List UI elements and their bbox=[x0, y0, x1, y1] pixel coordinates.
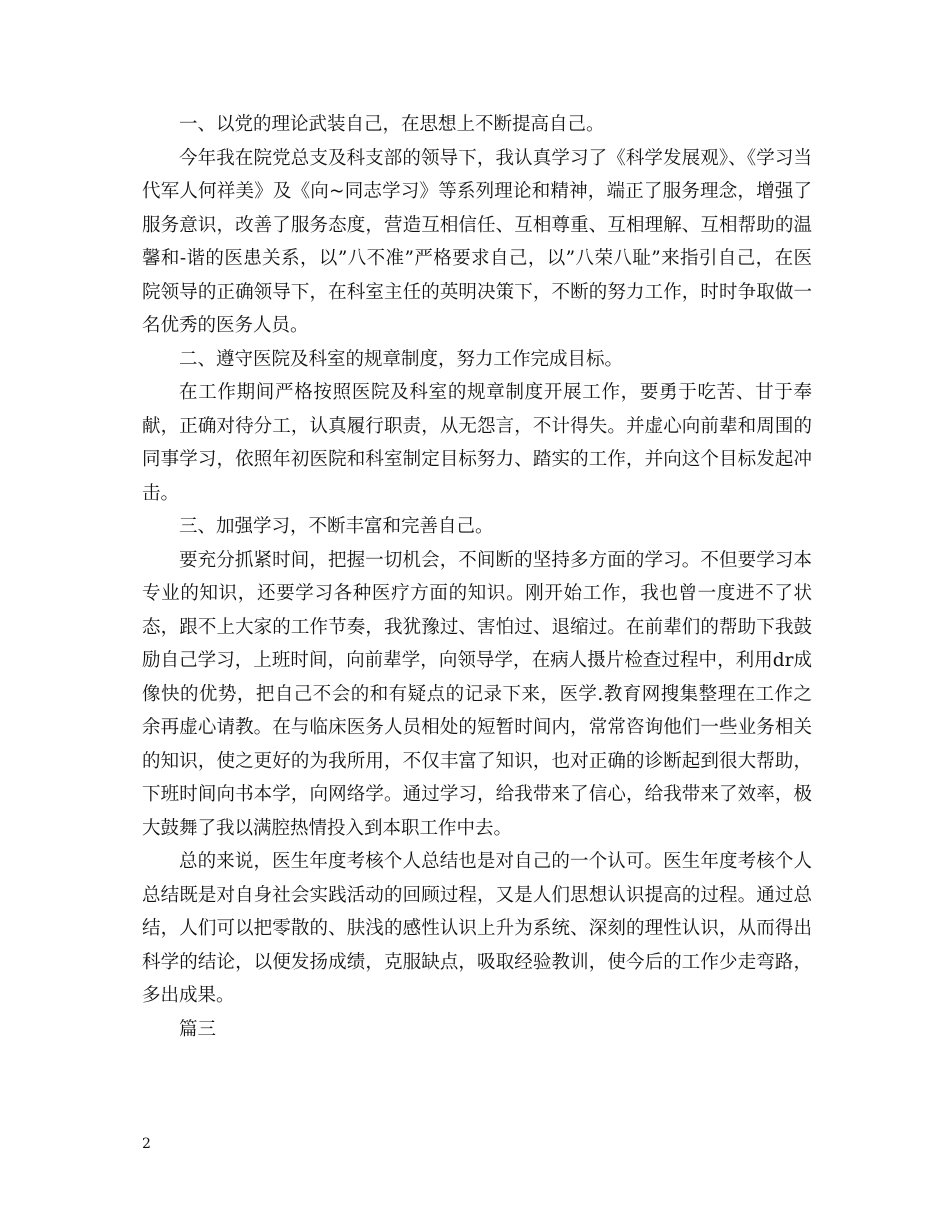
chapter-label: 篇三 bbox=[179, 1018, 217, 1040]
section-heading-1: 一、以党的理论武装自己，在思想上不断提高自己。 bbox=[179, 114, 605, 135]
paragraph-2: 在工作期间严格按照医院及科室的规章制度开展工作，要勇于吃苦、甘于奉献，正确对待分工，认真履行职责，从无怨言，不计得失。并虚心向前辈和周围的同事学习，依照年初医院和科室制定目标努力、踏实的工作，并向这个目标发起冲击。 bbox=[142, 382, 812, 504]
paragraph-3: 要充分抓紧时间，把握一切机会，不间断的坚持多方面的学习。不但要学习本专业的知识，还要学习各种医疗方面的知识。刚开始工作，我也曾一度进不了状态，跟不上大家的工作节奏，我犹豫过、害怕过、退缩过。在前辈们的帮助下我鼓励自己学习，上班时间，向前辈学，向领导学，在病人摄片检查过程中，利用dr成像快的优势，把自己不会的和有疑点的记录下来，医学.教育网搜集整理在工作之余再虚心请教。在与临床医务人员相处的短暂时间内，常常咨询他们一些业务相关的知识，使之更好的为我所用，不仅丰富了知识，也对正确的诊断起到很大帮助，下班时间向书本学，向网络学。通过学习，给我带来了信心，给我带来了效率，极大鼓舞了我以满腔热情投入到本职工作中去。 bbox=[142, 549, 812, 839]
section-heading-2: 二、遵守医院及科室的规章制度，努力工作完成目标。 bbox=[179, 348, 624, 370]
section-heading-3: 三、加强学习，不断丰富和完善自己。 bbox=[179, 516, 494, 537]
document-body bbox=[142, 108, 812, 1046]
page-number: 2 bbox=[142, 1136, 151, 1152]
paragraph-1: 今年我在院党总支及科支部的领导下，我认真学习了《科学发展观》、《学习当代军人何祥美》及《向~同志学习》等系列理论和精神，端正了服务理念，增强了服务意识，改善了服务态度，营造互相信任、互相尊重、互相理解、互相帮助的温馨和-谐的医患关系，以”八不准”严格要求自己，以”八荣八耻”来指引自己，在医院领导的正确领导下，在科室主任的英明决策下，不断的努力工作，时时争取做一名优秀的医务人员。 bbox=[142, 147, 812, 336]
paragraph-4: 总的来说，医生年度考核个人总结也是对自己的一个认可。医生年度考核个人总结既是对自身社会实践活动的回顾过程，又是人们思想认识提高的过程。通过总结，人们可以把零散的、肤浅的感性认识上升为系统、深刻的理性认识，从而得出科学的结论，以便发扬成绩，克服缺点，吸取经验教训，使今后的工作少走弯路，多出成果。 bbox=[142, 851, 812, 1006]
